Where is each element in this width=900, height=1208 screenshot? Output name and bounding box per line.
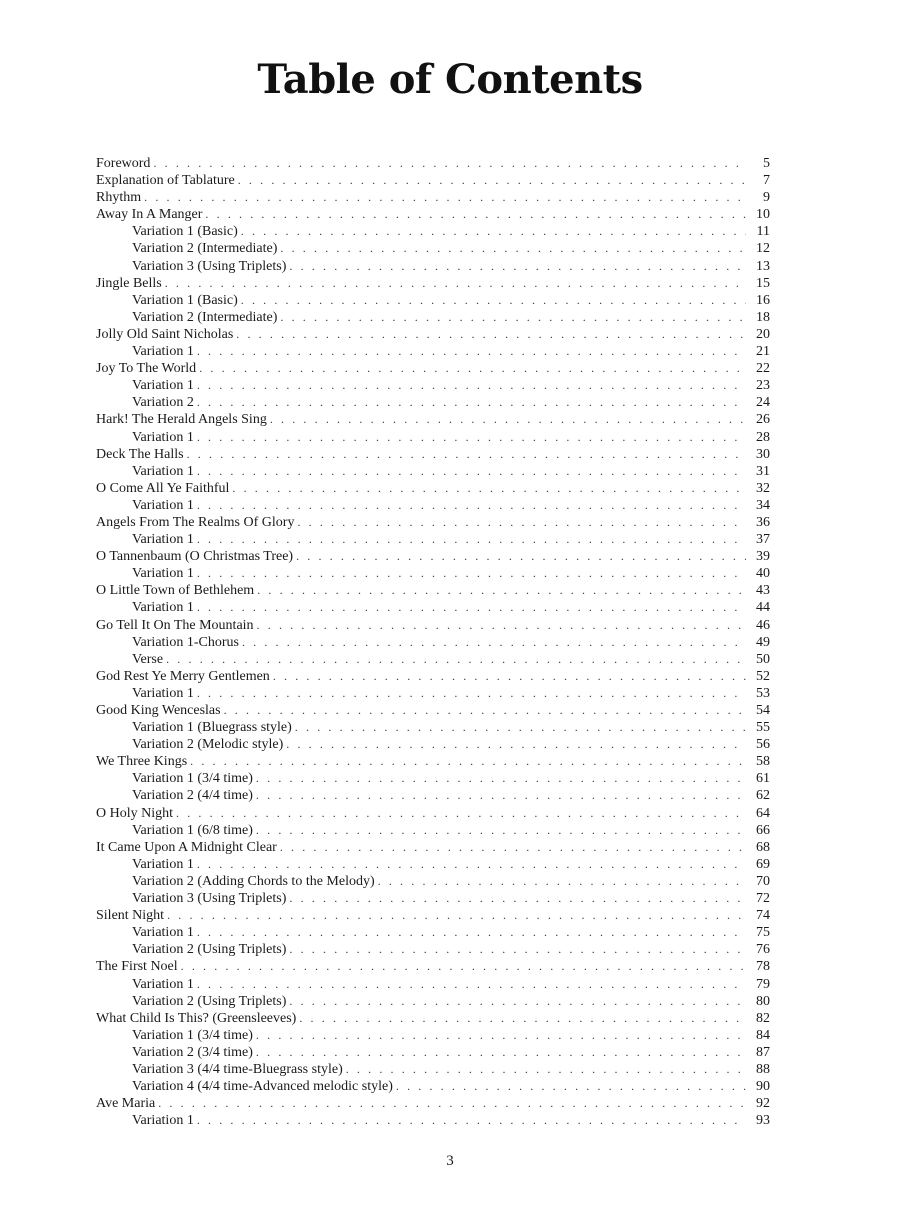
dot-leader (167, 907, 746, 924)
toc-page-number: 46 (756, 617, 770, 633)
dot-leader (197, 429, 746, 446)
toc-subentry[interactable] (96, 685, 770, 702)
toc-page-number: 70 (756, 873, 770, 889)
toc-entry-title: Variation 2 (4/4 time) (132, 788, 253, 804)
toc-entry-title: God Rest Ye Merry Gentlemen (96, 668, 270, 684)
toc-page-number: 78 (756, 959, 770, 975)
toc-entry-title: Good King Wenceslas (96, 703, 221, 718)
toc-page-number: 37 (756, 532, 770, 548)
dot-leader (242, 634, 746, 651)
dot-leader (197, 531, 746, 548)
toc-entry-title: Variation 1 (Bluegrass style) (132, 720, 292, 736)
toc-entry[interactable] (96, 617, 770, 634)
toc-page-number: 39 (756, 549, 770, 565)
toc-entry-title: Jolly Old Saint Nicholas (96, 326, 234, 342)
toc-subentry[interactable] (96, 924, 770, 941)
toc-entry-title: Variation 2 (Intermediate) (132, 309, 278, 325)
dot-leader (297, 514, 746, 531)
toc-entry[interactable] (96, 1010, 770, 1027)
dot-leader (256, 1027, 746, 1044)
toc-subentry[interactable] (96, 223, 770, 240)
toc-entry-title: Variation 1 (132, 378, 194, 394)
toc-entry[interactable] (96, 206, 770, 223)
toc-page-number: 82 (756, 1010, 770, 1026)
dot-leader (197, 685, 746, 702)
toc-subentry[interactable] (96, 1112, 770, 1129)
toc-entry[interactable] (96, 172, 770, 189)
toc-entry-title: Jingle Bells (96, 275, 162, 291)
toc-entry-title: Variation 1 (6/8 time) (132, 822, 253, 838)
toc-page-number: 93 (756, 1113, 770, 1129)
toc-entry[interactable] (96, 189, 770, 206)
toc-entry-title: Variation 2 (Intermediate) (132, 241, 278, 257)
toc-entry[interactable] (96, 360, 770, 377)
dot-leader (232, 480, 746, 497)
dot-leader (197, 343, 746, 360)
toc-page-number: 20 (756, 326, 770, 342)
toc-entry[interactable] (96, 839, 770, 856)
toc-subentry[interactable] (96, 1044, 770, 1061)
toc-subentry[interactable] (96, 941, 770, 958)
dot-leader (256, 822, 746, 839)
toc-entry[interactable] (96, 582, 770, 599)
dot-leader (197, 856, 746, 873)
toc-entry-title: Variation 4 (4/4 time-Advanced melodic style) (132, 1079, 393, 1095)
toc-entry-title: Variation 1 (132, 497, 194, 513)
dot-leader (224, 702, 746, 719)
toc-entry[interactable] (96, 958, 770, 975)
toc-entry-title: Variation 1 (3/4 time) (132, 1027, 253, 1043)
dot-leader (197, 377, 746, 394)
toc-entry-title: Variation 1 (132, 925, 194, 941)
toc-entry-title: Go Tell It On The Mountain (96, 617, 254, 633)
dot-leader (257, 617, 746, 634)
toc-subentry[interactable] (96, 497, 770, 514)
toc-entry[interactable] (96, 1095, 770, 1112)
toc-page-number: 90 (756, 1079, 770, 1095)
toc-page-number: 24 (756, 395, 770, 411)
toc-entry[interactable] (96, 907, 770, 924)
dot-leader (396, 1078, 746, 1095)
toc-page-number: 43 (756, 583, 770, 599)
toc-page-number: 21 (756, 344, 770, 360)
toc-subentry[interactable] (96, 873, 770, 890)
toc-subentry[interactable] (96, 856, 770, 873)
toc-entry-title: Variation 2 (132, 395, 194, 411)
dot-leader (153, 155, 746, 172)
toc-entry[interactable] (96, 702, 770, 719)
toc-page-number: 87 (756, 1044, 770, 1060)
page-title: Table of Contents (257, 56, 643, 103)
page-number: 3 (446, 1153, 454, 1169)
toc-page-number: 53 (756, 685, 770, 701)
toc-subentry[interactable] (96, 770, 770, 787)
dot-leader (241, 292, 746, 309)
toc-entry[interactable] (96, 326, 770, 343)
toc-subentry[interactable] (96, 343, 770, 360)
toc-entry-title: Ave Maria (96, 1096, 156, 1112)
toc-entry-title: Silent Night (96, 908, 165, 924)
toc-entry[interactable] (96, 446, 770, 463)
dot-leader (238, 172, 746, 189)
toc-page-number: 7 (763, 173, 770, 189)
toc-entry-title: O Little Town of Bethlehem (96, 583, 255, 599)
table-of-contents (96, 155, 770, 1129)
toc-entry-title: Away In A Manger (96, 207, 203, 223)
dot-leader (256, 1044, 746, 1061)
dot-leader (289, 941, 746, 958)
toc-entry-title: O Tannenbaum (O Christmas Tree) (96, 549, 294, 565)
toc-subentry[interactable] (96, 719, 770, 736)
toc-page-number: 61 (756, 771, 770, 787)
toc-page-number: 76 (756, 942, 770, 958)
toc-page-number: 84 (756, 1027, 770, 1043)
dot-leader (205, 206, 746, 223)
dot-leader (289, 258, 746, 275)
toc-entry-title: It Came Upon A Midnight Clear (96, 839, 277, 855)
toc-entry-title: Rhythm (96, 190, 142, 206)
dot-leader (280, 309, 746, 326)
dot-leader (296, 548, 746, 565)
toc-entry-title: Variation 1-Chorus (132, 634, 239, 650)
toc-subentry[interactable] (96, 463, 770, 480)
dot-leader (197, 1112, 746, 1129)
toc-page-number: 66 (756, 822, 770, 838)
toc-page-number: 68 (756, 839, 770, 855)
toc-entry-title: Verse (132, 651, 164, 667)
toc-entry-title: Variation 1 (132, 856, 194, 872)
dot-leader (270, 411, 746, 428)
toc-entry-title: The First Noel (96, 959, 178, 975)
toc-page-number: 40 (756, 566, 770, 582)
dot-leader (187, 446, 746, 463)
toc-entry-title: Variation 1 (132, 1113, 194, 1129)
toc-page-number: 28 (756, 429, 770, 445)
toc-page-number: 92 (756, 1096, 770, 1112)
toc-subentry[interactable] (96, 651, 770, 668)
toc-page-number: 54 (756, 703, 770, 718)
toc-page-number: 88 (756, 1061, 770, 1077)
dot-leader (197, 599, 746, 616)
toc-entry-title: Variation 1 (132, 685, 194, 701)
dot-leader (280, 839, 746, 856)
toc-page-number: 79 (756, 976, 770, 992)
toc-entry-title: Variation 1 (132, 344, 194, 360)
dot-leader (286, 736, 746, 753)
toc-page-number: 64 (756, 805, 770, 821)
toc-entry-title: Joy To The World (96, 361, 197, 377)
toc-subentry[interactable] (96, 599, 770, 616)
toc-subentry[interactable] (96, 565, 770, 582)
toc-page-number: 16 (756, 292, 770, 308)
toc-entry-title: Variation 1 (132, 566, 194, 582)
toc-entry-title: Variation 1 (132, 429, 194, 445)
toc-page-number: 12 (756, 241, 770, 257)
toc-page-number: 62 (756, 788, 770, 804)
toc-subentry[interactable] (96, 258, 770, 275)
toc-entry-title: Variation 2 (Melodic style) (132, 737, 284, 753)
dot-leader (257, 582, 746, 599)
toc-page-number: 22 (756, 361, 770, 377)
toc-entry[interactable] (96, 514, 770, 531)
toc-page-number: 9 (763, 190, 770, 206)
dot-leader (346, 1061, 746, 1078)
dot-leader (197, 565, 746, 582)
toc-page-number: 23 (756, 378, 770, 394)
toc-entry[interactable] (96, 275, 770, 292)
dot-leader (236, 326, 746, 343)
dot-leader (289, 890, 746, 907)
toc-entry[interactable] (96, 548, 770, 565)
toc-subentry[interactable] (96, 429, 770, 446)
toc-page-number: 34 (756, 497, 770, 513)
toc-entry-title: Variation 2 (3/4 time) (132, 1044, 253, 1060)
toc-entry-title: Variation 3 (Using Triplets) (132, 891, 287, 907)
toc-page-number: 15 (756, 275, 770, 291)
dot-leader (190, 753, 746, 770)
toc-page-number: 69 (756, 856, 770, 872)
toc-page-number: 13 (756, 258, 770, 274)
toc-subentry[interactable] (96, 634, 770, 651)
toc-page-number: 56 (756, 737, 770, 753)
toc-entry-title: Angels From The Realms Of Glory (96, 514, 295, 530)
toc-entry-title: Variation 2 (Using Triplets) (132, 993, 287, 1009)
toc-page-number: 30 (756, 446, 770, 462)
toc-entry-title: Deck The Halls (96, 446, 184, 462)
toc-entry-title: Foreword (96, 156, 151, 171)
toc-entry-title: Variation 3 (4/4 time-Bluegrass style) (132, 1061, 343, 1077)
toc-subentry[interactable] (96, 976, 770, 993)
toc-page-number: 55 (756, 720, 770, 736)
toc-page-number: 36 (756, 514, 770, 530)
toc-page-number: 75 (756, 925, 770, 941)
dot-leader (165, 275, 746, 292)
toc-page-number: 58 (756, 754, 770, 770)
dot-leader (295, 719, 746, 736)
toc-page-number: 11 (756, 224, 770, 240)
toc-entry-title: Hark! The Herald Angels Sing (96, 412, 267, 428)
toc-entry-title: We Three Kings (96, 754, 188, 770)
toc-subentry[interactable] (96, 292, 770, 309)
toc-entry-title: Variation 1 (132, 532, 194, 548)
toc-entry-title: Variation 2 (Using Triplets) (132, 942, 287, 958)
toc-entry-title: Variation 1 (132, 600, 194, 616)
toc-entry[interactable] (96, 155, 770, 172)
toc-page-number: 74 (756, 908, 770, 924)
toc-subentry[interactable] (96, 1061, 770, 1078)
toc-page-number: 52 (756, 668, 770, 684)
toc-entry-title: What Child Is This? (Greensleeves) (96, 1010, 297, 1026)
toc-entry-title: Variation 1 (3/4 time) (132, 771, 253, 787)
dot-leader (197, 976, 746, 993)
toc-page-number: 31 (756, 463, 770, 479)
toc-entry[interactable] (96, 480, 770, 497)
toc-entry-title: Explanation of Tablature (96, 173, 235, 189)
dot-leader (181, 958, 746, 975)
toc-subentry[interactable] (96, 309, 770, 326)
dot-leader (197, 394, 746, 411)
toc-entry-title: Variation 1 (132, 463, 194, 479)
toc-entry-title: Variation 2 (Adding Chords to the Melody) (132, 873, 375, 889)
toc-entry-title: Variation 1 (Basic) (132, 224, 238, 240)
dot-leader (197, 463, 746, 480)
toc-entry-title: Variation 1 (Basic) (132, 292, 238, 308)
toc-entry[interactable] (96, 411, 770, 428)
toc-subentry[interactable] (96, 394, 770, 411)
toc-page-number: 18 (756, 309, 770, 325)
toc-entry[interactable] (96, 668, 770, 685)
toc-page-number: 32 (756, 480, 770, 496)
toc-page-number: 26 (756, 412, 770, 428)
toc-subentry[interactable] (96, 377, 770, 394)
toc-subentry[interactable] (96, 240, 770, 257)
dot-leader (378, 873, 746, 890)
dot-leader (280, 240, 746, 257)
toc-entry[interactable] (96, 805, 770, 822)
dot-leader (256, 787, 746, 804)
dot-leader (144, 189, 746, 206)
toc-page-number: 10 (756, 207, 770, 223)
toc-page-number: 5 (763, 156, 770, 171)
dot-leader (166, 651, 746, 668)
dot-leader (256, 770, 746, 787)
dot-leader (199, 360, 746, 377)
toc-subentry[interactable] (96, 736, 770, 753)
toc-page-number: 44 (756, 600, 770, 616)
dot-leader (197, 924, 746, 941)
toc-entry-title: Variation 3 (Using Triplets) (132, 258, 287, 274)
dot-leader (289, 993, 746, 1010)
dot-leader (176, 805, 746, 822)
dot-leader (299, 1010, 746, 1027)
dot-leader (241, 223, 746, 240)
toc-entry-title: O Holy Night (96, 805, 173, 821)
dot-leader (158, 1095, 746, 1112)
toc-subentry[interactable] (96, 890, 770, 907)
dot-leader (197, 497, 746, 514)
dot-leader (273, 668, 746, 685)
toc-page-number: 49 (756, 634, 770, 650)
toc-subentry[interactable] (96, 1078, 770, 1095)
toc-entry-title: O Come All Ye Faithful (96, 480, 230, 496)
toc-entry-title: Variation 1 (132, 976, 194, 992)
toc-entry[interactable] (96, 753, 770, 770)
toc-page-number: 50 (756, 651, 770, 667)
toc-subentry[interactable] (96, 531, 770, 548)
toc-subentry[interactable] (96, 822, 770, 839)
toc-subentry[interactable] (96, 993, 770, 1010)
toc-subentry[interactable] (96, 787, 770, 804)
toc-subentry[interactable] (96, 1027, 770, 1044)
toc-page-number: 72 (756, 891, 770, 907)
toc-page-number: 80 (756, 993, 770, 1009)
